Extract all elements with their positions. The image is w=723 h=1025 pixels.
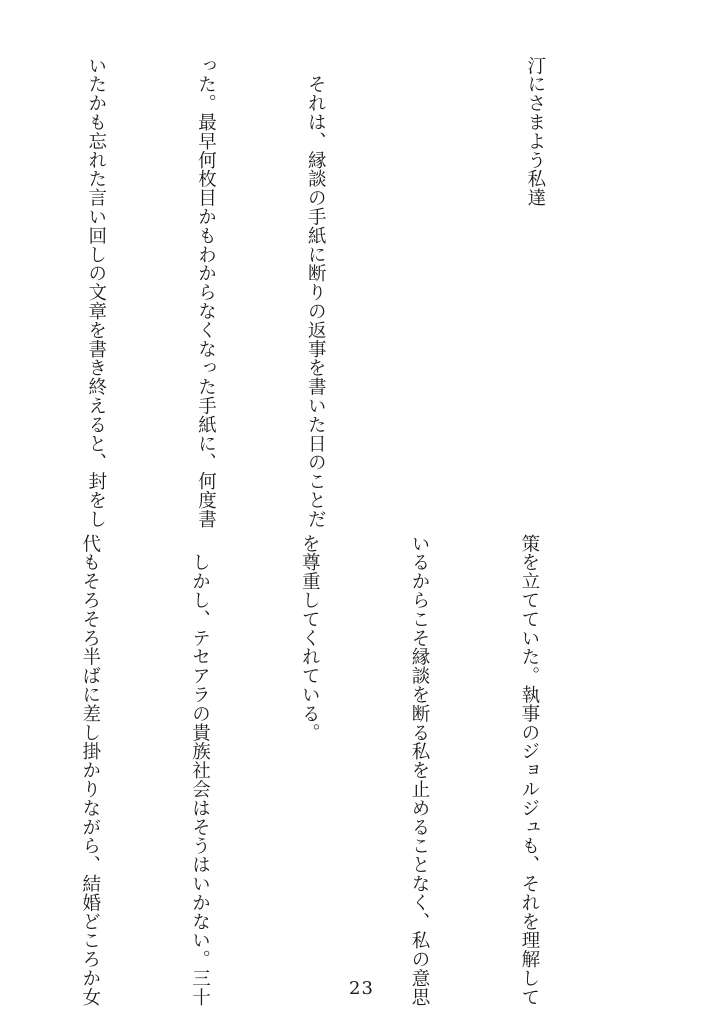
text-column: った。最早何枚目かもわからなくなった手紙に、何度書 bbox=[195, 56, 217, 529]
text-column: しかし、テセアラの貴族社会はそうはいかない。三十 bbox=[189, 534, 211, 1007]
text-column: いたかも忘れた言い回しの文章を書き終えると、封をし bbox=[85, 56, 107, 529]
text-column: 代もそろそろ半ばに差し掛かりながら、結婚どころか女 bbox=[79, 534, 101, 1007]
text-column: いるからこそ縁談を断る私を止めることなく、私の意思 bbox=[409, 534, 431, 1007]
text-column: 策を立てていた。執事のジョルジュも、それを理解して bbox=[518, 534, 540, 1007]
text-column bbox=[0, 56, 4, 496]
text-column: それは、縁談の手紙に断りの返事を書いた日のことだ bbox=[305, 56, 327, 529]
text-column bbox=[406, 56, 443, 496]
page-number: 23 bbox=[349, 978, 374, 999]
text-column: を尊重してくれている。 bbox=[299, 534, 321, 742]
text-block-top bbox=[0, 56, 626, 529]
header-title: 汀にさまよう私達 bbox=[524, 56, 546, 208]
